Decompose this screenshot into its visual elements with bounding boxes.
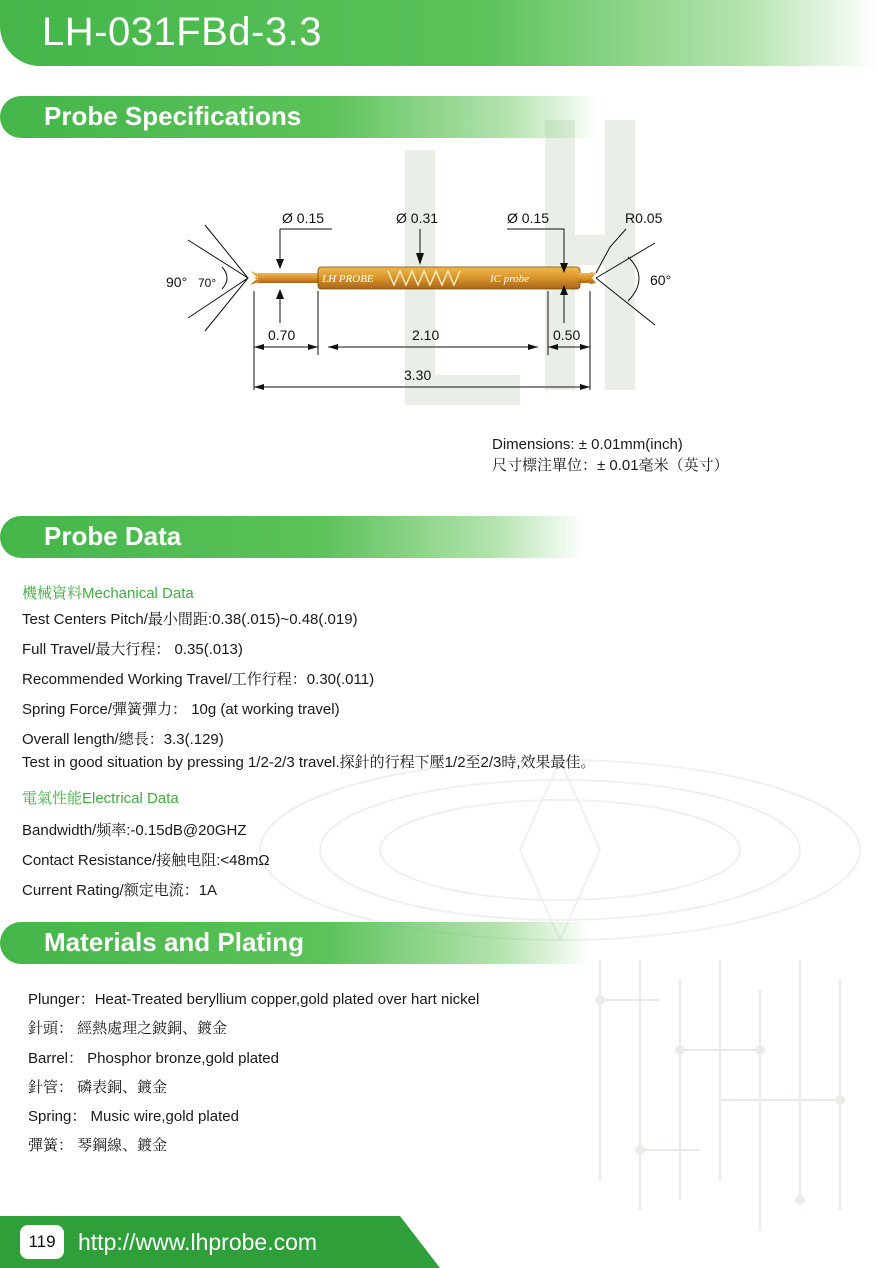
mechanical-heading: 機械資料Mechanical Data [22, 585, 194, 602]
material-row: 彈簧： 琴鋼線、鍍金 [28, 1137, 168, 1154]
dia-right-label: Ø 0.15 [507, 210, 550, 226]
material-row: 針管： 磷表銅、鍍金 [28, 1079, 168, 1096]
mech-row: Test Centers Pitch/最小間距:0.38(.015)~0.48(.019) [22, 611, 358, 628]
dia-left-label: Ø 0.15 [282, 210, 325, 226]
website-link[interactable]: http://www.lhprobe.com [78, 1229, 318, 1255]
left-plunger [258, 273, 320, 283]
dimensions-note [492, 434, 729, 476]
material-row: Spring： Music wire,gold plated [28, 1108, 239, 1125]
radius-label: R0.05 [625, 210, 663, 226]
dimensions-note-en: Dimensions: ± 0.01mm(inch) [492, 436, 683, 453]
product-title: LH-031FBd-3.3 [42, 10, 322, 54]
right-plunger [578, 273, 590, 283]
mech-row: Spring Force/彈簧彈力： 10g (at working travel) [22, 701, 340, 718]
len-right-label: 0.50 [553, 327, 581, 343]
section-specs-band [0, 96, 600, 138]
angle-90-label: 90° [166, 274, 188, 290]
material-row: 針頭： 經熱處理之鈹銅、鍍金 [28, 1020, 228, 1037]
mech-row: Full Travel/最大行程： 0.35(.013) [22, 641, 243, 658]
section-specs-title: Probe Specifications [44, 101, 302, 131]
len-total-label: 3.30 [404, 367, 432, 383]
len-left-label: 0.70 [268, 327, 296, 343]
electrical-heading: 電氣性能Electrical Data [22, 790, 179, 807]
section-data-band [0, 516, 585, 558]
angle-60-label: 60° [650, 272, 672, 288]
section-data-title: Probe Data [44, 521, 182, 551]
mech-row: Overall length/總長：3.3(.129) [22, 731, 224, 748]
len-mid-label: 2.10 [412, 327, 440, 343]
elec-row: Contact Resistance/接触电阻:<48mΩ [22, 852, 270, 869]
dia-mid-label: Ø 0.31 [396, 210, 439, 226]
mech-row: Recommended Working Travel/工作行程：0.30(.011) [22, 671, 375, 688]
brand-left-text: LH PROBE [322, 273, 374, 285]
brand-right-text: IC probe [490, 273, 530, 285]
page-number: 119 [20, 1225, 64, 1259]
elec-row: Bandwidth/频率:-0.15dB@20GHZ [22, 822, 247, 839]
angle-70-label: 70° [198, 276, 217, 290]
title-band [0, 0, 878, 66]
probe-drawing [150, 195, 720, 405]
material-row: Plunger：Heat-Treated beryllium copper,gold plated over hart nickel [28, 991, 480, 1008]
section-materials-band [0, 922, 590, 964]
elec-row: Current Rating/额定电流：1A [22, 882, 218, 899]
mech-row: Test in good situation by pressing 1/2-2/3 travel.探針的行程下壓1/2至2/3時,效果最佳。 [22, 754, 596, 771]
section-materials-title: Materials and Plating [44, 927, 305, 957]
right-point-tip [590, 272, 596, 284]
dimensions-note-cn: 尺寸標注單位：± 0.01毫米（英寸） [492, 457, 729, 474]
material-row: Barrel： Phosphor bronze,gold plated [28, 1050, 279, 1067]
